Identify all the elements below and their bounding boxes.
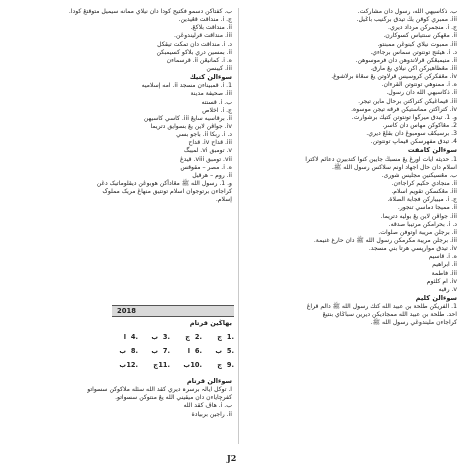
- answer-line: iii. صحيفة مدينة: [190, 90, 232, 98]
- answer-line: iii. برجلن مريبة مكرمكن رسول الله ﷺ دان حارغ غنيمة.: [313, 236, 457, 244]
- answer-line: iii. ممبري كوقن بڬ تيدق برڬنيب باݢيل.: [356, 16, 457, 24]
- answer-line: iii. كيبسن: [206, 64, 232, 72]
- question-number: 3.: [162, 333, 170, 341]
- answer-letter: ج: [217, 333, 222, 341]
- answer-line: ا. توكل ايالہ برسرہ ديري كقد الله سئله ملاكوكن سسواتو: [87, 386, 232, 394]
- answer-line: iii. قيماڠيكن كتراكتن برحال ماين تيجر.: [358, 97, 457, 105]
- answer-line: ه. i. كمانيڠن ii. قرسماءن: [166, 56, 232, 64]
- answer-line: ii. برجلن مريبة اوتوفن صلوات.: [378, 228, 457, 236]
- answer-line: ب. i. قسنته: [201, 98, 232, 106]
- answer-line: ه. i. قاسيم: [428, 253, 457, 261]
- answer-line: ب. مڠسيكنين مجليس شورى.: [381, 171, 457, 179]
- answer-line: ii. مڠهكن سنتياس كسوكارن.: [383, 32, 457, 40]
- answer-line: د. i. ربكا ii. باجو بسي: [176, 131, 232, 139]
- question-number: 5.: [226, 347, 234, 355]
- answer-line: iii. منداقت قرليندوڠن.: [174, 32, 232, 40]
- answer-letter: ج: [217, 361, 222, 369]
- year-header: [112, 305, 234, 317]
- answer-letter: ج: [153, 361, 158, 369]
- answer-line: ii. ابراهيم: [432, 261, 457, 269]
- answer-letter: ا: [187, 347, 190, 355]
- answer-row: [112, 333, 234, 347]
- answer-line: إسلام.: [215, 196, 232, 204]
- answer-line: iii. مڠظاهيركن اكن نيلاي يڠ مارق.: [370, 64, 457, 72]
- answer-line: iii. جواڤن لاين يڠ بوليه دتريما.: [380, 212, 457, 220]
- answer-line: كراجاءن برتوجوان اسلام تونتيق منهاڠ مريک مملوک: [102, 188, 232, 196]
- answer-letter: ب: [151, 333, 158, 341]
- answer-line: v. تومبق vi. لميبگ: [183, 147, 232, 155]
- question-number: 9.: [226, 361, 234, 369]
- answer-line: iii. فاطمة: [431, 269, 457, 277]
- answer-line: ه. i. مصر – مقوقس: [180, 163, 232, 171]
- answer-line: د. i. منداقت دان تمكت تيقكل: [157, 40, 232, 48]
- answer-line: ii. راجين بربيادة: [191, 410, 232, 418]
- question-number: 4.: [130, 333, 138, 341]
- answer-line: ii. منداقت بلاكڠ.: [190, 24, 232, 32]
- section-heading: سوءالن كامفت: [407, 146, 457, 155]
- left-column-top: [68, 8, 232, 204]
- section-heading: بهاڬين قرتام: [189, 319, 232, 327]
- answer-row: [112, 347, 234, 361]
- question-number: 7.: [162, 347, 170, 355]
- left-column-tail: [87, 377, 232, 419]
- answer-letter: ب: [151, 347, 158, 355]
- answer-line: ii. ذكاسيهي الله دان رسول.: [386, 89, 457, 97]
- answer-line: ب. i. هاڤ كقد الله: [183, 402, 232, 410]
- answer-grid: [112, 333, 234, 375]
- answer-line: ii. منيمبڠكن قرلاندوهن دان فرموسوهن.: [355, 56, 457, 64]
- year-label: 2018: [117, 307, 136, 315]
- answer-line: 1. حديثه ايات اورڠ يڠ مسبڬ جايين كنوا كتدبيرن دعائم لاكترا: [305, 155, 457, 163]
- question-number: 11.: [158, 361, 170, 369]
- answer-line: iii. مڠكسكن تقويم اسلام.: [391, 188, 457, 196]
- question-number: 6.: [194, 347, 202, 355]
- question-number: 8.: [130, 347, 138, 355]
- answer-line: كفرچاياءن دان ميقيني الله يڠ منتوكن سسواتو.: [115, 394, 232, 402]
- section-heading: سوءالن كتيڬ: [189, 73, 232, 82]
- answer-row: [112, 361, 234, 375]
- answer-line: v. رقيه: [438, 285, 457, 293]
- answer-line: ج. i. منجمركن مرداد ديري.: [388, 24, 457, 32]
- answer-line: و. 1. رسول الله ﷺ مڠادأكن هوبوڠن ديقلوماتيک دڠن: [96, 180, 232, 187]
- answer-line: كراجاءن مليندوڠي رسول الله ﷺ.: [370, 319, 457, 327]
- question-number: 1.: [226, 333, 234, 341]
- answer-line: 2. مڠاكوكن مهاس دان كاسر.: [382, 121, 457, 129]
- question-number: 10.: [190, 361, 202, 369]
- answer-line: iii. ممبوت نيلاي كبنوڠن ممبنتو.: [377, 40, 457, 48]
- answer-line: iv. تيدق موارپسي هرتا بني مسجد.: [368, 245, 457, 253]
- answer-line: 3. برسيكڤ سومبوڠ دان بقلڠ ديري.: [366, 130, 457, 138]
- answer-line: و. 1. تيدق ميرڬوا تونتوتن كتيك برشوارت.: [351, 113, 457, 121]
- answer-line: iv. كتراكتن مماستيكن فرقه تيجن موسوه.: [351, 105, 457, 113]
- answer-line: ii. بمسين دري بلاكو كسيمبكن: [156, 48, 232, 56]
- section-heading: سوءالن قرتام: [186, 377, 232, 385]
- answer-letter: ب: [183, 361, 190, 369]
- answer-line: ii. برقاسيه سايڠ iii. كاسي كاسيهن: [143, 114, 232, 122]
- answer-line: 4. تيدق مفهرسكن قيماپ تونتوتن.: [370, 138, 457, 146]
- column-divider: [238, 8, 239, 444]
- page-number: J2: [227, 453, 237, 463]
- answer-letter: ج: [185, 333, 190, 341]
- answer-letter: ب: [215, 347, 222, 355]
- answer-line: ج. i. ميبيارکن فجابة الصلاة.: [387, 196, 457, 204]
- answer-line: د. i. بحرامكن مرتيبا صدقه.: [388, 220, 457, 228]
- question-number: 2.: [194, 333, 202, 341]
- answer-line: iv. مڠفكركن كروسيس قرلاوتن يڠ سڠاة برلاشوڠ.: [331, 73, 457, 81]
- answer-letter: ا: [123, 333, 126, 341]
- section-heading: سوءالن كليم: [415, 293, 457, 302]
- answer-line: ii. روم – هرقيل: [192, 171, 232, 179]
- answer-line: 1. i. قمبيناءن مسجد ii. امه إسلاميه: [141, 82, 232, 90]
- answer-line: iv. جواڤن لاين يڠ بسوايق دتريما: [150, 123, 232, 131]
- answer-letter: ب: [119, 361, 126, 369]
- answer-letter: ب: [119, 347, 126, 355]
- answer-line: ii. مميجا دماسي تنجور.: [397, 204, 457, 212]
- answer-line: د. i. هيئنج تونتوتن سماس برجاءي.: [370, 48, 457, 56]
- answer-line: احد. طلحة بن عبيد الله ممجاديكن ديرين سباݢاي بنتيڠ: [322, 311, 457, 319]
- question-number: 12.: [126, 361, 138, 369]
- answer-line: ب. ذكاسيهي الله، رسول دان مشاركت.: [357, 8, 457, 15]
- answer-line: vii. تومبق viii. قيدڠ: [180, 155, 232, 163]
- answer-line: اسلام دان حال اجهاد اونم سلاكس رسول الله ﷺ.: [331, 163, 457, 171]
- left-column-answers-heading: [112, 319, 232, 328]
- answer-line: ii. منجادي حكيم كراجاءن.: [391, 180, 457, 187]
- answer-line: 1. الفريكن طلحة بن عبيد الله كتك رسول الله ﷺ دالم قراڠ: [306, 303, 457, 311]
- answer-line: ج. i. اخلاص: [202, 106, 232, 114]
- answer-line: iv. ام كلثوم: [426, 277, 457, 285]
- answer-line: ب. كفتاكن دسمو فكتيح كودا دان نيلاي ممانه سيميل متوقتڠ كودا.: [68, 8, 232, 15]
- right-column: [245, 8, 457, 328]
- answer-line: ج. i. منداقت قڠيدين.: [178, 16, 232, 24]
- answer-line: ه. i. ممنوهي تونتوتن القرءان.: [381, 81, 457, 89]
- answer-line: iii. قداح iv. قداح: [188, 139, 232, 147]
